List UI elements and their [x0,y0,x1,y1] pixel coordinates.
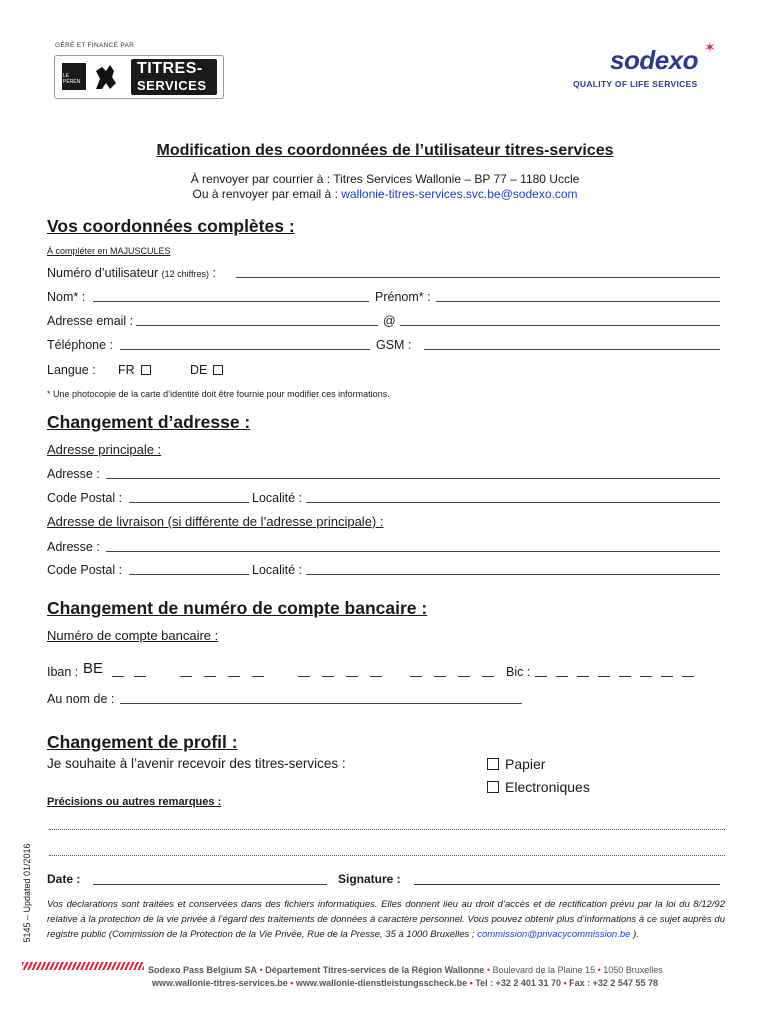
email-label: Adresse email : [47,314,134,328]
bic-label: Bic : [506,665,531,679]
paper-checkbox[interactable] [487,758,499,770]
bank-heading: Changement de numéro de compte bancaire : [47,598,428,618]
delivery-postal-label: Code Postal : [47,563,123,577]
legal-notice: Vos déclarations sont traitées et conservées dans des fichiers informatiques. Elles donnent lieu au droit d’accès et de rectification prévu par la loi du 8/12/92 relative à la protection de la vie privée à l’égard des traitements de données à caractère personnel. Vous pouvez obtenir plus d’informations à ce sujet auprès du registre public (Commission de la Protection de la Vie Privée, Rue de la Presse, 35 à 1000 Bruxelles ; commission@privacycommission.be ). [47,899,725,940]
signature-label: Signature : [338,872,401,886]
main-locality-label: Localité : [252,491,303,505]
option-paper[interactable]: Papier [487,756,545,772]
profile-heading: Changement de profil : [47,732,238,752]
iban-field[interactable] [112,676,497,677]
delivery-address-label: Adresse : [47,540,100,554]
langue-label: Langue : [47,363,96,377]
nom-field[interactable] [93,301,369,302]
gsm-label: GSM : [376,338,412,352]
email-domain-field[interactable] [400,325,720,326]
send-post-line: À renvoyer par courrier à : Titres Services Wallonie – BP 77 – 1180 Uccle [190,172,580,186]
remarks-heading: Précisions ou autres remarques : [47,796,222,808]
rooster-icon [90,61,122,93]
holder-label: Au nom de : [47,692,115,706]
main-address-field[interactable] [106,478,720,479]
gsm-field[interactable] [424,349,720,350]
sodexo-logo: sodexo ✶ [610,39,716,75]
iban-label: Iban : [47,665,79,679]
main-postal-label: Code Postal : [47,491,123,505]
date-field[interactable] [93,884,327,885]
iban-prefix: BE [83,660,104,677]
main-address-label: Adresse : [47,467,100,481]
main-locality-field[interactable] [306,502,720,503]
bic-field[interactable] [535,676,715,677]
side-code: 5145 – Updated 01/2016 [22,843,32,943]
prenom-label: Prénom* : [375,290,431,304]
de-checkbox[interactable] [213,365,223,375]
page-title: Modification des coordonnées de l’utilisateur titres-services [156,142,614,159]
gere-label: GÉRÉ ET FINANCÉ PAR [55,42,135,49]
footer-line-1: Sodexo Pass Belgium SA • Département Titres-services de la Région Wallonne • Boulevard de la Plaine 15 • 1050 Bruxelles [148,965,663,975]
main-address-heading: Adresse principale : [47,442,162,457]
majuscules-note: À compléter en MAJUSCULES [47,246,171,256]
nom-label: Nom* : [47,290,86,304]
user-number-row: Numéro d’utilisateur (12 chiffres) : [47,266,216,280]
delivery-locality-field[interactable] [306,574,720,575]
option-electronic[interactable]: Electroniques [487,779,590,795]
coords-heading: Vos coordonnées complètes : [47,216,295,236]
delivery-address-heading: Adresse de livraison (si différente de l’adresse principale) : [47,514,384,529]
star-icon: ✶ [704,39,716,55]
electronic-checkbox[interactable] [487,781,499,793]
account-label: Numéro de compte bancaire : [47,628,219,643]
id-note: * Une photocopie de la carte d’identité doit être fournie pour modifier ces informations. [47,389,390,399]
phone-field[interactable] [120,349,370,350]
user-number-field[interactable] [236,277,720,278]
at-sign: @ [383,314,396,328]
sodexo-tagline: QUALITY OF LIFE SERVICES [573,79,698,89]
phone-label: Téléphone : [47,338,114,352]
remarks-line-1[interactable] [49,829,725,830]
delivery-locality-label: Localité : [252,563,303,577]
profile-question: Je souhaite à l’avenir recevoir des titres-services : [47,756,346,771]
footer-stripes [22,962,144,970]
email-link[interactable]: wallonie-titres-services.svc.be@sodexo.com [341,187,578,201]
de-option[interactable]: DE [190,363,223,377]
fr-checkbox[interactable] [141,365,151,375]
prenom-field[interactable] [436,301,720,302]
fr-option[interactable]: FR [118,363,151,377]
remarks-line-2[interactable] [49,855,725,856]
titres-services-logo [54,55,224,99]
delivery-postal-field[interactable] [129,574,249,575]
date-label: Date : [47,872,81,886]
address-heading: Changement d’adresse : [47,412,251,432]
send-email-line: Ou à renvoyer par email à : wallonie-titres-services.svc.be@sodexo.com [192,187,578,201]
wallonie-logo-icon: LE PÉRÉN [62,63,86,90]
delivery-address-field[interactable] [106,551,720,552]
main-postal-field[interactable] [129,502,249,503]
privacy-link[interactable]: commission@privacycommission.be [477,929,631,940]
holder-field[interactable] [120,703,522,704]
email-user-field[interactable] [136,325,378,326]
titres-services-badge: TITRES- SERVICES [131,59,217,95]
footer-line-2: www.wallonie-titres-services.be • www.wallonie-dienstleistungsscheck.be • Tel : +32 2 401 31 70 • Fax : +32 2 547 55 78 [152,978,658,988]
signature-field[interactable] [414,884,720,885]
